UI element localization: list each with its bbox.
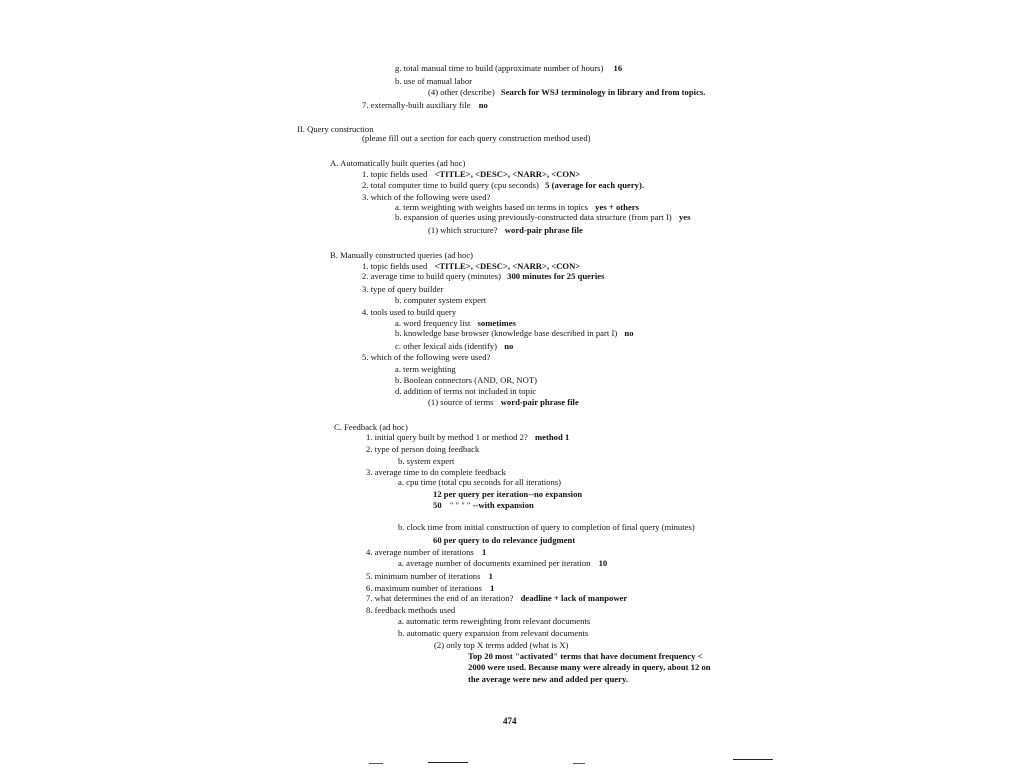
c-item-8b2: (2) only top X terms added (what is X) (434, 640, 569, 650)
a-item-2: 2. total computer time to build query (cpu seconds) 5 (average for each query). (362, 180, 645, 190)
c-item-3b: b. clock time from initial construction of query to completion of final query (minutes) (398, 522, 695, 532)
c-item-4: 4. average number of iterations 1 (366, 547, 487, 557)
bottom-rule-right (733, 759, 773, 760)
c-item-3a-answer-1: 12 per query per iteration--no expansion (433, 489, 583, 499)
b-item-4a: a. word frequency list sometimes (395, 318, 516, 328)
b-item-3b: b. computer system expert (395, 295, 487, 305)
a-item-3: 3. which of the following were used? (362, 192, 491, 202)
c-item-3a: a. cpu time (total cpu seconds for all iterations) (398, 477, 562, 487)
item-7-auxiliary: 7. externally-built auxiliary file no (362, 100, 488, 110)
c-item-1: 1. initial query built by method 1 or method 2? method 1 (366, 432, 570, 442)
c-item-4a: a. average number of documents examined per iteration 10 (398, 558, 608, 568)
c-item-8b: b. automatic query expansion from relevant documents (398, 628, 589, 638)
c-item-2: 2. type of person doing feedback (366, 444, 480, 454)
b-item-4c: c. other lexical aids (identify) no (395, 341, 514, 351)
c-item-8b2-answer-2: 2000 were used. Because many were already in query, about 12 on (468, 662, 711, 672)
c-item-8a: a. automatic term reweighting from relevant documents (398, 616, 591, 626)
c-item-3: 3. average time to do complete feedback (366, 467, 506, 477)
item-4-answer: Search for WSJ terminology in library and from topics. (500, 87, 706, 97)
item-g: g. total manual time to build (approximate number of hours) 16 (395, 63, 623, 73)
a-item-3b: b. expansion of queries using previously-constructed data structure (from part I) yes (395, 212, 691, 222)
b-item-2: 2. average time to build query (minutes) 300 minutes for 25 queries (362, 271, 605, 281)
b-item-5b: b. Boolean connectors (AND, OR, NOT) (395, 375, 538, 385)
item-4-other: (4) other (describe) Search for WSJ terminology in library and from topics. (428, 87, 706, 97)
a-item-3a: a. term weighting with weights based on terms in topics yes + others (395, 202, 639, 212)
c-item-3b-answer: 60 per query to do relevance judgment (433, 535, 576, 545)
page-number: 474 (503, 716, 517, 726)
item-7-answer: no (478, 100, 488, 110)
c-item-8: 8. feedback methods used (366, 605, 456, 615)
c-item-7: 7. what determines the end of an iteration? deadline + lack of manpower (366, 593, 628, 603)
b-item-5a: a. term weighting (395, 364, 456, 374)
section-ii-subtitle: (please fill out a section for each query construction method used) (362, 133, 591, 143)
a-item-1: 1. topic fields used <TITLE>, <DESC>, <NARR>, <CON> (362, 169, 581, 179)
c-item-3a-answer-2: 50 " " " " --with expansion (433, 500, 534, 510)
section-c-title: C. Feedback (ad hoc) (334, 422, 408, 432)
c-item-8b2-answer-1: Top 20 most "activated" terms that have document frequency < (468, 651, 703, 661)
b-item-5d1: (1) source of terms word-pair phrase file (428, 397, 579, 407)
bottom-rule-left (428, 762, 468, 763)
item-g-answer: 16 (613, 63, 623, 73)
b-item-5: 5. which of the following were used? (362, 352, 491, 362)
c-item-6: 6. maximum number of iterations 1 (366, 583, 495, 593)
section-b-title: B. Manually constructed queries (ad hoc) (330, 250, 474, 260)
b-item-4b: b. knowledge base browser (knowledge base described in part I) no (395, 328, 634, 338)
section-a-title: A. Automatically built queries (ad hoc) (330, 158, 466, 168)
b-item-5d: d. addition of terms not included in topic (395, 386, 537, 396)
b-item-3: 3. type of query builder (362, 284, 444, 294)
c-item-2b: b. system expert (398, 456, 455, 466)
b-item-1: 1. topic fields used <TITLE>, <DESC>, <NARR>, <CON> (362, 261, 581, 271)
bottom-mark (573, 763, 585, 764)
b-item-4: 4. tools used to build query (362, 307, 457, 317)
section-ii-title: II. Query construction (297, 124, 374, 134)
item-b-manual-labor: b. use of manual labor (395, 76, 473, 86)
bottom-mark (369, 763, 383, 764)
c-item-8b2-answer-3: the average were new and added per query. (468, 674, 628, 684)
a-item-3b1: (1) which structure? word-pair phrase file (428, 225, 583, 235)
c-item-5: 5. minimum number of iterations 1 (366, 571, 493, 581)
